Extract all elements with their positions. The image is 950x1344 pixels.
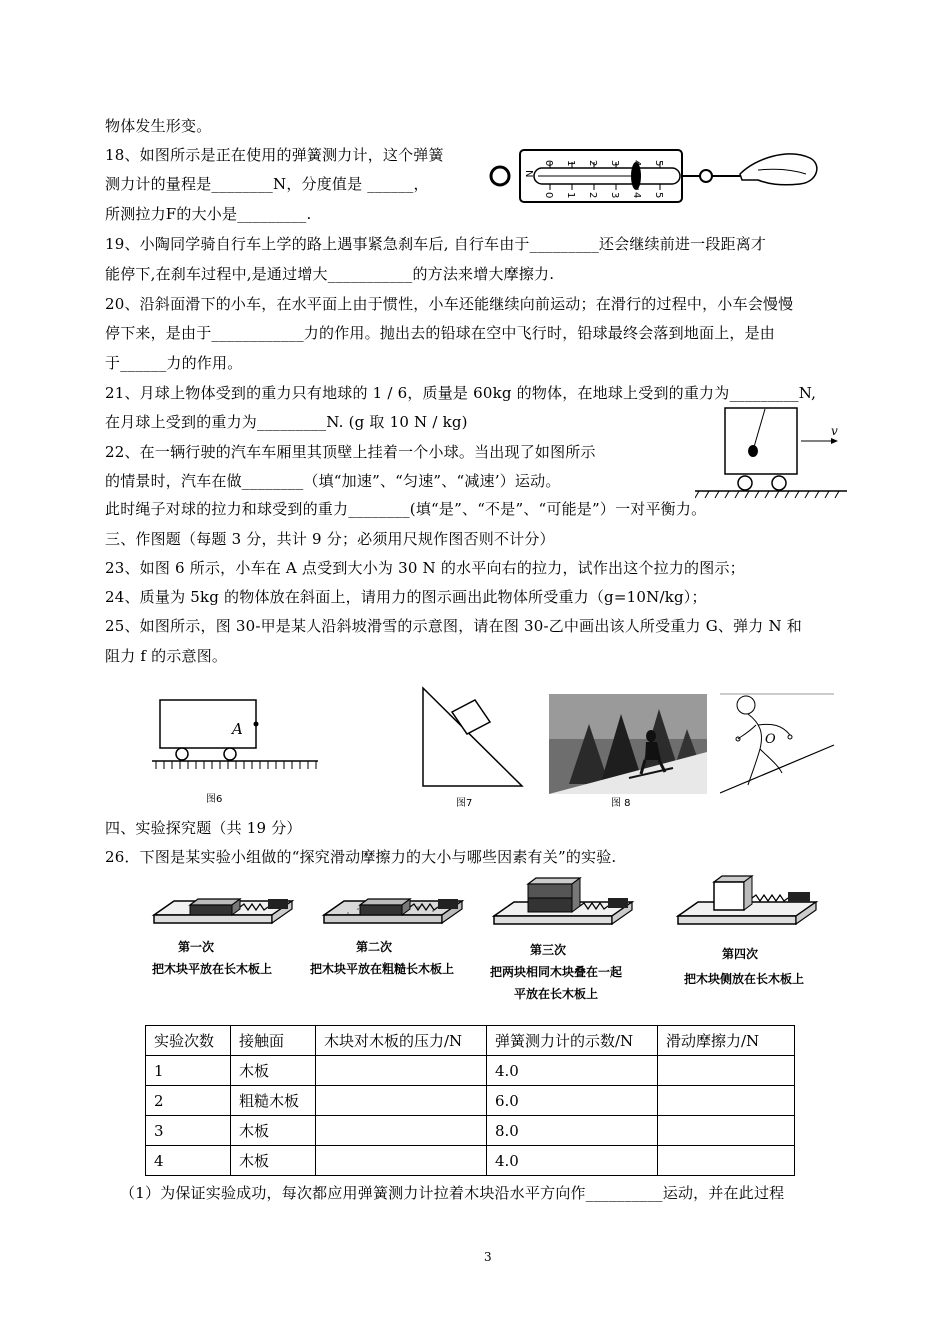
table-row bbox=[146, 1086, 795, 1116]
experiment-3-desc2: 平放在长木板上 bbox=[513, 987, 599, 1001]
figure-6-caption: 图6 bbox=[206, 794, 223, 805]
section-3-heading: 三、作图题（每题 3 分，共计 9 分；必须用尺规作图否则不计分） bbox=[105, 530, 555, 548]
table-cell: 4.0 bbox=[487, 1146, 658, 1176]
tick-label: 4 bbox=[631, 192, 642, 199]
table-cell bbox=[658, 1116, 795, 1146]
figure-7-caption: 图7 bbox=[456, 798, 473, 809]
table-header: 弹簧测力计的示数/N bbox=[487, 1026, 658, 1056]
table-cell bbox=[658, 1056, 795, 1086]
tick-label: 5 bbox=[653, 160, 664, 167]
point-a-label: A bbox=[232, 720, 243, 738]
table-cell bbox=[316, 1146, 487, 1176]
question-18: 18、如图所示是正在使用的弹簧测力计，这个弹簧 bbox=[105, 146, 444, 164]
text-line: 此时绳子对球的拉力和球受到的重力________(填“是”、“不是”、“可能是”）一对平衡力。 bbox=[105, 500, 707, 518]
question-26: 26．下图是某实验小组做的“探究滑动摩擦力的大小与哪些因素有关”的实验. bbox=[105, 848, 617, 866]
table-cell: 木板 bbox=[231, 1056, 316, 1086]
table-cell: 木板 bbox=[231, 1116, 316, 1146]
table-cell: 2 bbox=[146, 1086, 231, 1116]
question-19: 19、小陶同学骑自行车上学的路上遇事紧急刹车后, 自行车由于_________还会继续前进一段距离才 bbox=[105, 235, 767, 253]
table-cell: 1 bbox=[146, 1056, 231, 1086]
text-line: 能停下,在刹车过程中,是通过增大___________的方法来增大摩擦力. bbox=[105, 265, 555, 283]
table-header-row bbox=[146, 1026, 795, 1056]
experiment-1-desc: 把木块平放在长木板上 bbox=[151, 962, 273, 976]
table-header: 木块对木板的压力/N bbox=[316, 1026, 487, 1056]
table-row bbox=[146, 1146, 795, 1176]
experiment-2-figure bbox=[318, 885, 466, 933]
experiment-2-title: 第二次 bbox=[355, 940, 393, 954]
table-cell: 木板 bbox=[231, 1146, 316, 1176]
table-cell bbox=[316, 1056, 487, 1086]
table-cell bbox=[658, 1086, 795, 1116]
figure-8-caption: 图 8 bbox=[611, 798, 631, 809]
text-line: 在月球上受到的重力为_________N. (g 取 10 N / kg) bbox=[105, 413, 468, 431]
experiment-3-desc: 把两块相同木块叠在一起 bbox=[489, 965, 623, 979]
text-line: 所测拉力F的大小是_________. bbox=[105, 205, 312, 223]
table-row bbox=[146, 1056, 795, 1086]
table-cell bbox=[658, 1146, 795, 1176]
table-row bbox=[146, 1116, 795, 1146]
ball-icon bbox=[748, 445, 758, 457]
tick-label: 0 bbox=[543, 160, 554, 167]
text-line: （1）为保证实验成功，每次都应用弹簧测力计拉着木块沿水平方向作__________运动，并在此过程 bbox=[120, 1184, 785, 1202]
table-cell bbox=[316, 1086, 487, 1116]
experiment-3-title: 第三次 bbox=[529, 943, 567, 957]
experiment-table bbox=[145, 1025, 795, 1176]
table-header: 滑动摩擦力/N bbox=[658, 1026, 795, 1056]
question-25: 25、如图所示，图 30-甲是某人沿斜坡滑雪的示意图，请在图 30-乙中画出该人所受重力 G、弹力 N 和 bbox=[105, 617, 802, 635]
page-number: 3 bbox=[484, 1250, 492, 1264]
text-line: 阻力 f 的示意图。 bbox=[105, 647, 228, 665]
tick-label: 5 bbox=[653, 192, 664, 199]
experiment-4-title: 第四次 bbox=[721, 947, 759, 961]
point-o-label: O bbox=[765, 732, 776, 747]
question-24: 24、质量为 5kg 的物体放在斜面上，请用力的图示画出此物体所受重力（g=10N/kg）； bbox=[105, 588, 707, 606]
question-20: 20、沿斜面滑下的小车，在水平面上由于惯性，小车还能继续向前运动；在滑行的过程中，小车会慢慢 bbox=[105, 295, 794, 313]
unit-label: N bbox=[523, 170, 534, 178]
table-cell: 8.0 bbox=[487, 1116, 658, 1146]
text-line: 于______力的作用。 bbox=[105, 354, 243, 372]
table-cell: 3 bbox=[146, 1116, 231, 1146]
tick-label: 3 bbox=[609, 192, 620, 199]
experiment-1-title: 第一次 bbox=[177, 940, 215, 954]
table-cell: 4.0 bbox=[487, 1056, 658, 1086]
text-line: 测力计的量程是________N，分度值是 ______， bbox=[105, 175, 429, 193]
tick-label: 4 bbox=[631, 160, 642, 167]
table-header: 实验次数 bbox=[146, 1026, 231, 1056]
experiment-4-desc: 把木块侧放在长木板上 bbox=[683, 972, 805, 986]
question-22: 22、在一辆行驶的汽车车厢里其顶壁上挂着一个小球。当出现了如图所示 bbox=[105, 443, 596, 461]
tick-label: 3 bbox=[609, 160, 620, 167]
arrow-right-icon bbox=[831, 438, 838, 444]
table-cell bbox=[316, 1116, 487, 1146]
text-line: 停下来，是由于____________力的作用。抛出去的铅球在空中飞行时，铅球最终会落到地面上，是由 bbox=[105, 324, 776, 342]
experiment-3-figure bbox=[488, 874, 636, 934]
table-cell: 6.0 bbox=[487, 1086, 658, 1116]
experiment-1-figure bbox=[148, 885, 296, 933]
figure-6-cart bbox=[150, 690, 330, 780]
tick-label: 1 bbox=[565, 160, 576, 167]
question-21: 21、月球上物体受到的重力只有地球的 1 / 6，质量是 60kg 的物体，在地球上受到的重力为_________N, bbox=[105, 384, 817, 402]
text-line: 物体发生形变。 bbox=[105, 117, 212, 135]
tick-label: 2 bbox=[587, 192, 598, 199]
spring-scale-figure bbox=[488, 140, 828, 212]
table-cell: 粗糙木板 bbox=[231, 1086, 316, 1116]
question-23: 23、如图 6 所示，小车在 A 点受到大小为 30 N 的水平向右的拉力，试作出这个拉力的图示； bbox=[105, 559, 745, 577]
experiment-4-figure bbox=[672, 872, 822, 936]
velocity-label: v bbox=[831, 424, 838, 438]
figure-8-skier-photo bbox=[549, 694, 707, 794]
tick-label: 1 bbox=[565, 192, 576, 199]
experiment-2-desc: 把木块平放在粗糙长木板上 bbox=[309, 962, 455, 976]
text-line: 的情景时，汽车在做________（填“加速”、“匀速”、“减速’）运动。 bbox=[105, 472, 561, 490]
tick-label: 2 bbox=[587, 160, 598, 167]
figure-7-incline bbox=[418, 686, 528, 790]
table-cell: 4 bbox=[146, 1146, 231, 1176]
table-header: 接触面 bbox=[231, 1026, 316, 1056]
section-4-heading: 四、实验探究题（共 19 分） bbox=[105, 819, 302, 837]
figure-skier-sketch bbox=[720, 693, 836, 795]
car-ball-figure bbox=[695, 405, 855, 500]
tick-label: 0 bbox=[543, 192, 554, 199]
